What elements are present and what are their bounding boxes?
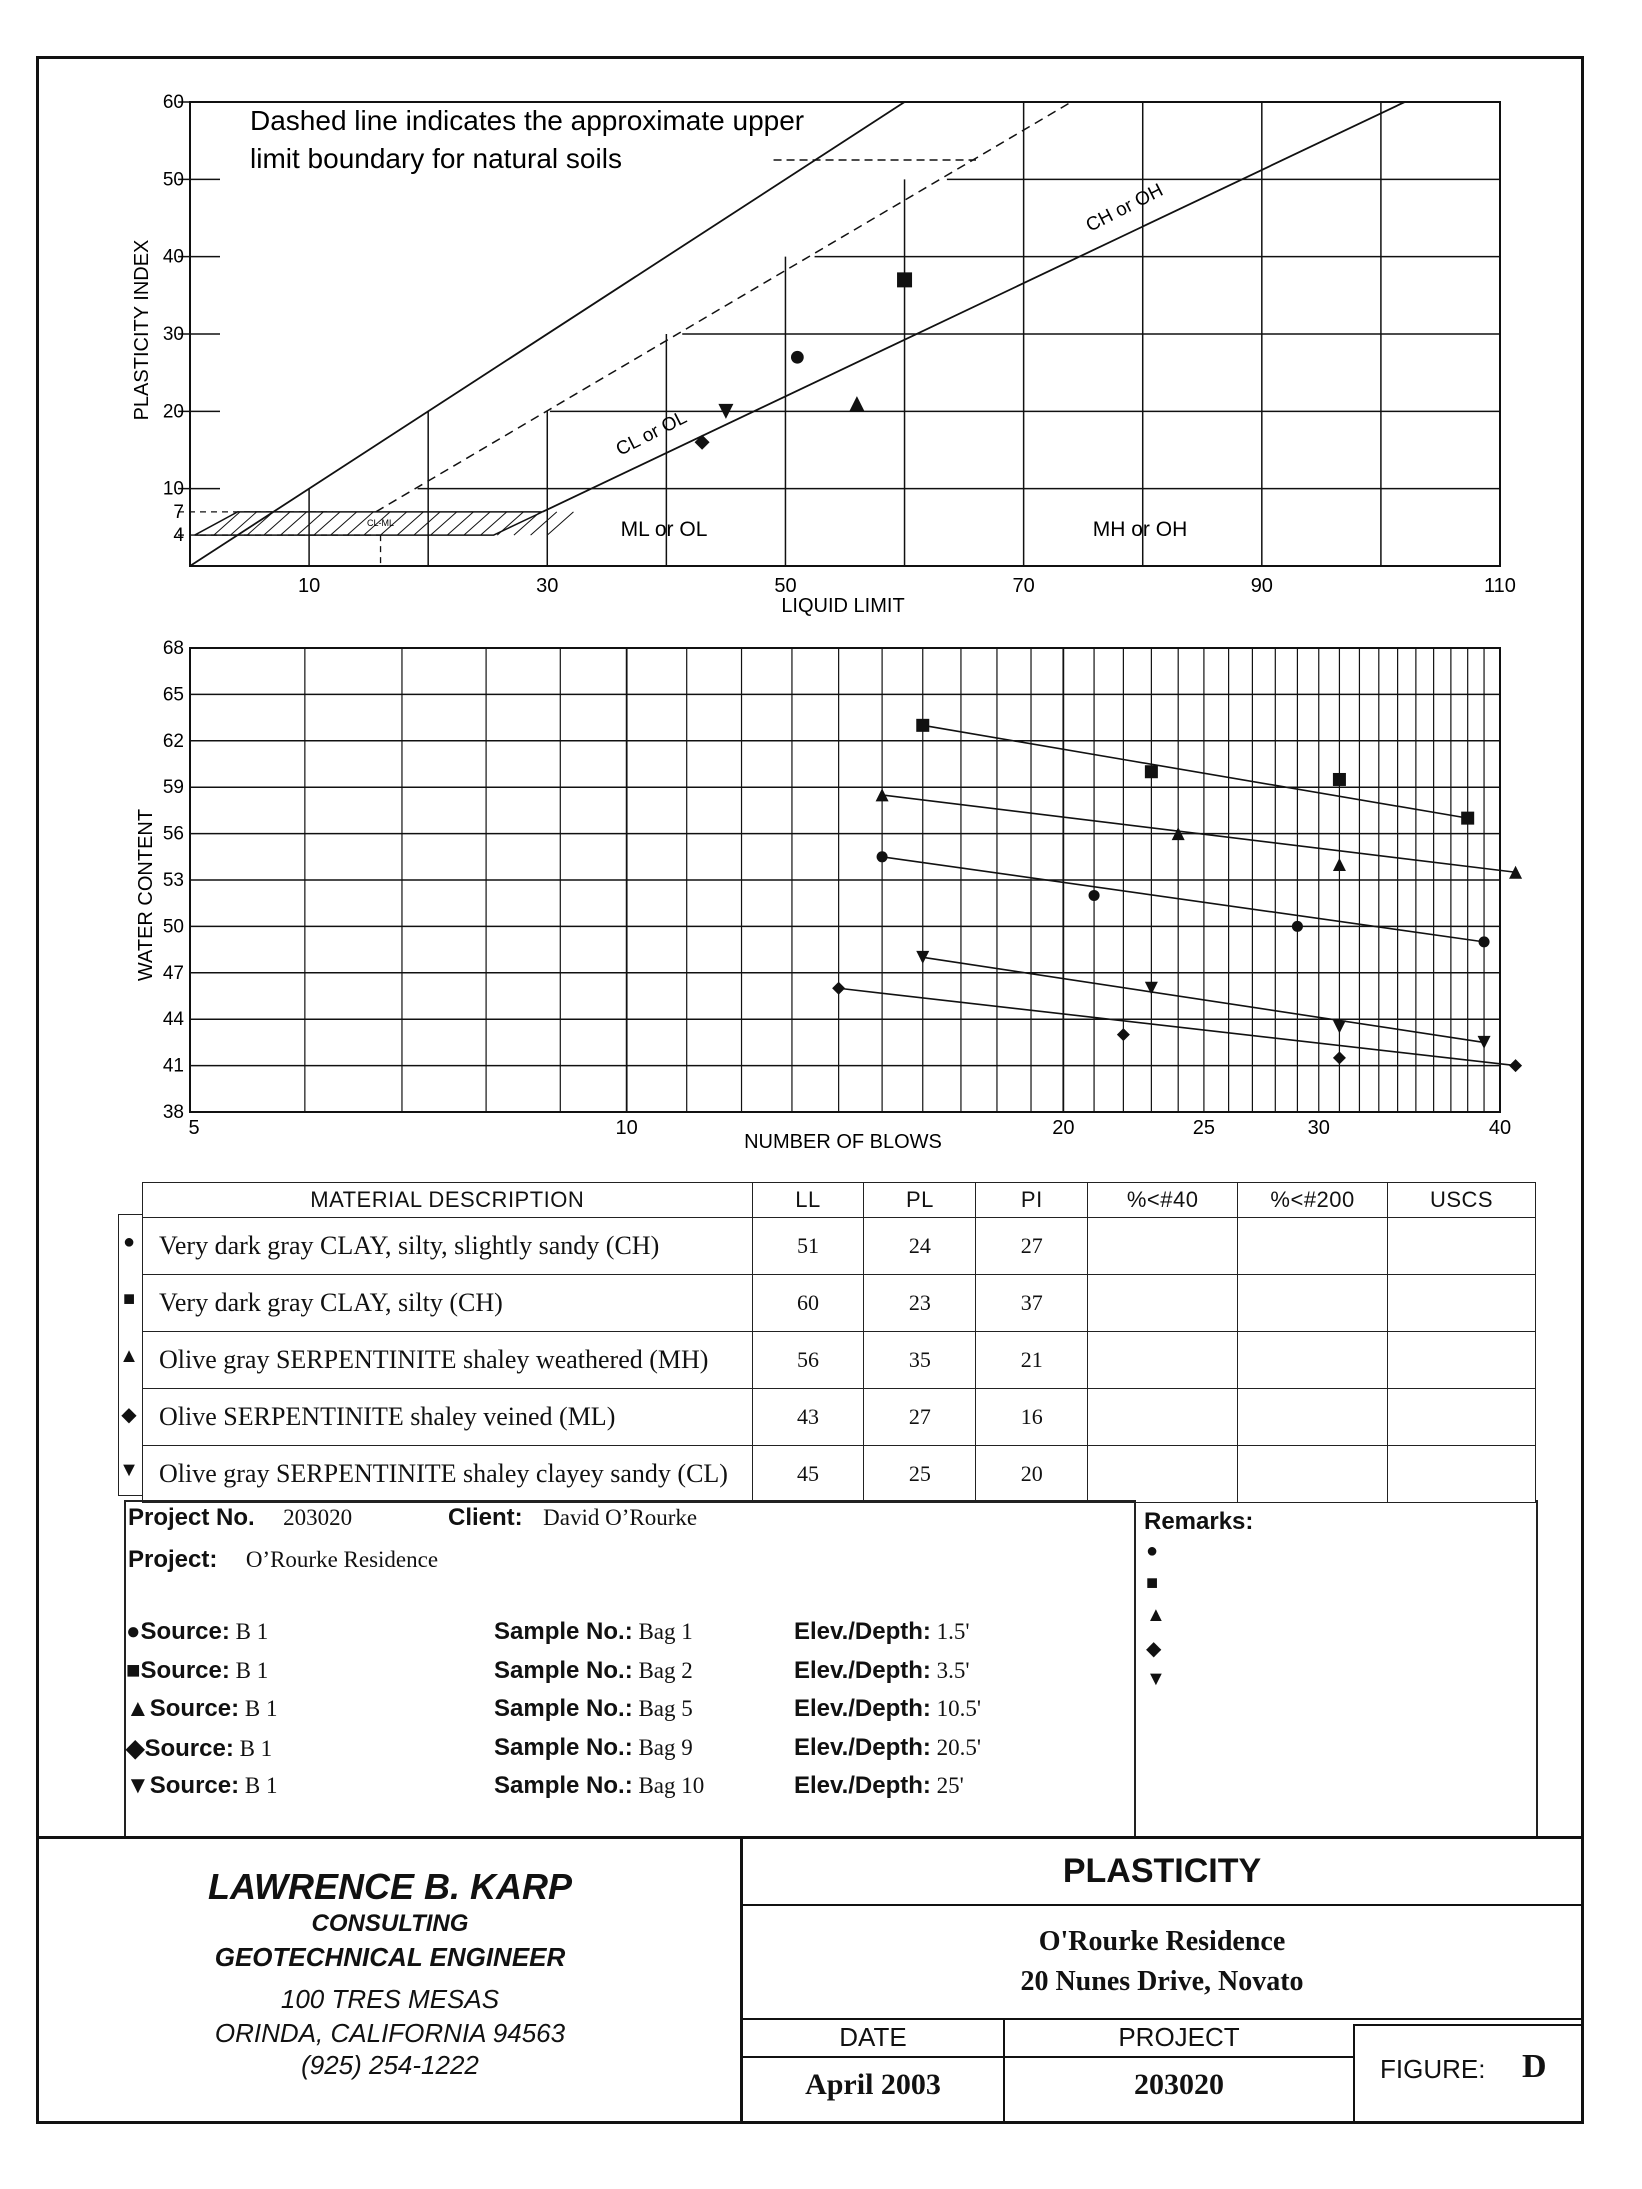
plasticity-point-square [897, 272, 912, 287]
row-symbol: ◆ [121, 1404, 137, 1426]
project-no-label: Project No. [128, 1504, 255, 1531]
flow-point-circle [1089, 890, 1100, 901]
title-divider [36, 1836, 1584, 1839]
flow-y-tick-label: 50 [162, 916, 184, 938]
cell-pl: 35 [864, 1332, 976, 1389]
material-table [119, 1182, 1536, 1503]
material-desc-text: Olive SERPENTINITE shaley veined (ML) [159, 1402, 616, 1431]
header-pi: PI [976, 1183, 1088, 1218]
water-content-chart [0, 620, 1642, 1180]
table-header-row [143, 1183, 1536, 1218]
cell-pl: 25 [864, 1446, 976, 1503]
cell-pi: 37 [976, 1275, 1088, 1332]
source-label: Source: [144, 1734, 234, 1762]
sample-row [794, 1618, 970, 1646]
date-label-line [743, 2056, 1355, 2058]
cell-pl: 24 [864, 1218, 976, 1275]
flow-x-tick-label: 30 [1307, 1117, 1330, 1139]
depth-value: 25' [930, 1773, 964, 1798]
client-value: David O’Rourke [543, 1505, 698, 1530]
flow-y-tick-label: 62 [162, 730, 184, 752]
flow-point-square [1461, 812, 1474, 825]
sample-no-label: Sample No.: [494, 1772, 633, 1799]
chart-annotation-line1: Dashed line indicates the approximate upper [250, 105, 805, 136]
y-tick-label: 4 [173, 525, 184, 547]
source-value: B 1 [229, 1619, 269, 1644]
company-address2: ORINDA, CALIFORNIA 94563 [214, 2018, 566, 2048]
remarks-symbol: ▼ [1146, 1668, 1166, 1690]
flow-line-diamond [839, 988, 1516, 1065]
row-symbol: ▲ [119, 1345, 139, 1367]
flow-point-square [1145, 765, 1158, 778]
y-tick-label: 50 [162, 169, 184, 191]
flow-x-tick-label: 5 [188, 1117, 200, 1139]
sample-row [794, 1734, 981, 1762]
cell-uscs [1388, 1389, 1536, 1446]
project-row [128, 1546, 438, 1574]
sample-no-value: Bag 1 [632, 1619, 693, 1644]
heading-underline [743, 1904, 1584, 1906]
figure-heading: PLASTICITY [1062, 1852, 1262, 1890]
sample-symbol: ◆ [126, 1734, 145, 1762]
table-row [143, 1389, 1536, 1446]
material-desc [119, 1446, 753, 1503]
material-desc-text: Very dark gray CLAY, silty, slightly sandy (CH) [159, 1231, 660, 1260]
header-pct40: %<#40 [1088, 1183, 1238, 1218]
flow-x-tick-label: 10 [615, 1117, 638, 1139]
material-desc [121, 1389, 753, 1446]
flow-line-circle [882, 857, 1484, 942]
flow-point-circle [1479, 936, 1490, 947]
flow-y-axis-label: WATER CONTENT [135, 808, 157, 982]
header-pl: PL [864, 1183, 976, 1218]
sample-symbol: ▲ [126, 1695, 150, 1722]
cell-uscs [1388, 1332, 1536, 1389]
flow-point-diamond [1117, 1028, 1130, 1041]
flow-tick-labels [163, 638, 1511, 1139]
sample-row [494, 1772, 704, 1800]
flow-x-tick-label: 25 [1192, 1117, 1216, 1139]
hatch-line [331, 512, 357, 535]
sample-row [126, 1734, 272, 1763]
flow-point-circle [1292, 921, 1303, 932]
company-line2: GEOTECHNICAL ENGINEER [214, 1942, 566, 1972]
cell-pct200 [1238, 1332, 1388, 1389]
flow-series-lines [839, 725, 1516, 1065]
project-label: Project: [128, 1546, 218, 1573]
a-line [543, 102, 1405, 512]
cell-pct200 [1238, 1275, 1388, 1332]
hatch-line [464, 512, 490, 535]
cell-pct40 [1088, 1218, 1238, 1275]
sample-row [494, 1618, 693, 1646]
y-tick-label: 7 [173, 501, 184, 523]
source-label: Source: [140, 1656, 230, 1684]
cell-ll: 45 [752, 1446, 864, 1503]
header-pct200: %<#200 [1238, 1183, 1388, 1218]
flow-point-square [916, 719, 929, 732]
row-symbol: ■ [122, 1288, 136, 1310]
flow-line-square [923, 725, 1468, 818]
figure-value: D [1522, 2048, 1547, 2085]
row-symbol: ▼ [119, 1459, 139, 1481]
client-label: Client: [448, 1504, 523, 1531]
source-value: B 1 [239, 1696, 278, 1721]
flow-grid [190, 648, 1500, 1112]
table-row [143, 1332, 1536, 1389]
depth-label: Elev./Depth: [794, 1733, 931, 1761]
source-label: Source: [140, 1618, 230, 1645]
zone-label-mh-oh: MH or OH [1092, 518, 1188, 541]
flow-y-tick-label: 56 [162, 823, 184, 845]
hatch-line [547, 512, 573, 535]
hatch-line [431, 512, 457, 535]
project-no-value: 203020 [283, 1505, 353, 1530]
depth-label: Elev./Depth: [794, 1618, 931, 1645]
sample-row [126, 1657, 268, 1685]
sample-no-label: Sample No.: [494, 1656, 633, 1684]
cell-pct40 [1088, 1275, 1238, 1332]
cell-pi: 27 [976, 1218, 1088, 1275]
flow-y-tick-label: 53 [162, 870, 184, 891]
sample-no-value: Bag 10 [632, 1773, 705, 1798]
figure-label: FIGURE: [1380, 2054, 1486, 2084]
company-line1: CONSULTING [311, 1910, 469, 1937]
x-tick-label: 50 [774, 575, 797, 597]
sample-symbol: ■ [126, 1656, 141, 1684]
cell-pct200 [1238, 1218, 1388, 1275]
zone-label-ch-oh: CH or OH [1082, 179, 1167, 237]
x-tick-label: 110 [1484, 575, 1516, 597]
cell-pl: 23 [864, 1275, 976, 1332]
sample-no-value: Bag 9 [632, 1734, 693, 1760]
sample-row [794, 1772, 964, 1800]
x-tick-label: 10 [297, 575, 321, 597]
cell-pct200 [1238, 1389, 1388, 1446]
date-label: DATE [839, 2022, 907, 2052]
header-ll: LL [752, 1183, 864, 1218]
sample-row [494, 1695, 693, 1723]
material-desc [122, 1218, 753, 1275]
flow-point-triangle-up [1333, 858, 1346, 871]
depth-label: Elev./Depth: [794, 1656, 931, 1684]
material-desc [122, 1275, 753, 1332]
cell-pct40 [1088, 1389, 1238, 1446]
project-label-tb: PROJECT [1118, 2022, 1240, 2052]
hatch-line [481, 512, 507, 535]
header-uscs: USCS [1388, 1183, 1536, 1218]
date-row-line [743, 2018, 1584, 2020]
cell-ll: 56 [752, 1332, 864, 1389]
cell-pct40 [1088, 1332, 1238, 1389]
source-value: B 1 [239, 1773, 278, 1798]
sample-no-label: Sample No.: [494, 1618, 633, 1645]
sample-row [126, 1618, 268, 1646]
project-value: O’Rourke Residence [245, 1547, 439, 1572]
header-material: MATERIAL DESCRIPTION [143, 1183, 753, 1218]
title-project-name: O'Rourke Residence [1038, 1926, 1286, 1957]
remarks-symbol: ▲ [1146, 1604, 1166, 1626]
sample-no-value: Bag 2 [632, 1657, 693, 1683]
flow-x-tick-label: 20 [1052, 1117, 1075, 1139]
flow-y-tick-label: 68 [162, 638, 184, 659]
table-row [143, 1446, 1536, 1503]
y-tick-label: 40 [162, 246, 184, 268]
date-value: April 2003 [805, 2068, 941, 2101]
flow-y-tick-label: 44 [162, 1009, 184, 1031]
x-tick-label: 70 [1012, 575, 1035, 597]
row-symbol: ● [122, 1231, 136, 1253]
sample-row [126, 1772, 277, 1800]
hatch-line [314, 512, 340, 535]
cell-uscs [1388, 1446, 1536, 1503]
cell-ll: 51 [752, 1218, 864, 1275]
company-phone: (925) 254-1222 [301, 2050, 479, 2080]
cell-pi: 20 [976, 1446, 1088, 1503]
cell-pct40 [1088, 1446, 1238, 1503]
cell-pl: 27 [864, 1389, 976, 1446]
zone-label-ml-ol: ML or OL [620, 518, 708, 541]
table-row [143, 1218, 1536, 1275]
company-name: LAWRENCE B. KARP [207, 1866, 572, 1907]
flow-point-diamond [1509, 1059, 1522, 1072]
y-axis-label: PLASTICITY INDEX [131, 239, 153, 421]
x-axis-label: LIQUID LIMIT [781, 595, 905, 617]
material-desc-text: Olive gray SERPENTINITE shaley weathered (MH) [159, 1345, 709, 1374]
depth-value: 10.5' [930, 1696, 982, 1721]
hatch-line [447, 512, 473, 535]
cell-pi: 16 [976, 1389, 1088, 1446]
material-desc [119, 1332, 753, 1389]
cell-uscs [1388, 1218, 1536, 1275]
hatch-line [414, 512, 440, 535]
cell-ll: 60 [752, 1275, 864, 1332]
sample-symbol: ▼ [126, 1772, 150, 1799]
plasticity-point-triangle-up [849, 396, 864, 411]
cell-ll: 43 [752, 1389, 864, 1446]
depth-label: Elev./Depth: [794, 1772, 931, 1799]
remarks-symbol: ● [1146, 1540, 1159, 1562]
sample-no-value: Bag 5 [632, 1696, 693, 1721]
cell-pct200 [1238, 1446, 1388, 1503]
flow-point-square [1333, 773, 1346, 786]
y-tick-label: 60 [162, 92, 184, 113]
flow-x-axis-label: NUMBER OF BLOWS [744, 1131, 942, 1153]
sample-symbol: ● [126, 1618, 141, 1645]
hatch-line [297, 512, 323, 535]
flow-x-tick-label: 40 [1488, 1117, 1512, 1139]
remarks-label: Remarks: [1144, 1508, 1254, 1535]
depth-value: 1.5' [930, 1619, 970, 1644]
depth-value: 3.5' [930, 1657, 970, 1683]
project-no-row [128, 1504, 352, 1532]
y-tick-label: 30 [162, 324, 184, 345]
flow-point-diamond [832, 982, 845, 995]
zone-label-cl-ml: CL-ML [367, 517, 395, 528]
flow-y-tick-label: 47 [162, 962, 184, 984]
flow-point-circle [877, 851, 888, 862]
source-label: Source: [149, 1772, 240, 1799]
material-desc-text: Olive gray SERPENTINITE shaley clayey sandy (CL) [159, 1459, 728, 1488]
project-value-tb: 203020 [1134, 2068, 1224, 2101]
cell-uscs [1388, 1275, 1536, 1332]
remarks-box [1140, 1500, 1538, 1838]
sample-row [794, 1695, 981, 1723]
sample-row [126, 1695, 277, 1723]
y-tick-label: 10 [162, 478, 184, 500]
flow-y-tick-label: 65 [162, 684, 184, 706]
depth-value: 20.5' [930, 1734, 982, 1760]
remarks-symbol: ◆ [1146, 1638, 1162, 1660]
source-value: B 1 [233, 1735, 273, 1761]
remarks-symbol: ■ [1146, 1572, 1159, 1594]
sample-row [494, 1657, 693, 1685]
flow-y-tick-label: 59 [162, 777, 184, 799]
company-address1: 100 TRES MESAS [280, 1984, 500, 2014]
hatch-line [397, 512, 423, 535]
sample-row [794, 1657, 970, 1685]
chart-annotation-line2: limit boundary for natural soils [250, 143, 622, 174]
table-row [143, 1275, 1536, 1332]
flow-point-diamond [1333, 1051, 1346, 1064]
symbol-column [118, 1214, 142, 1496]
plasticity-point-diamond [695, 435, 710, 450]
material-desc-text: Very dark gray CLAY, silty (CH) [159, 1288, 503, 1317]
sample-no-label: Sample No.: [494, 1695, 633, 1722]
x-tick-label: 30 [536, 575, 559, 597]
figure-top-line [1353, 2024, 1584, 2026]
flow-point-triangle-down [1333, 1020, 1346, 1033]
source-label: Source: [149, 1695, 240, 1722]
sample-no-label: Sample No.: [494, 1733, 633, 1761]
y-tick-label: 20 [162, 401, 184, 423]
flow-y-tick-label: 38 [162, 1102, 184, 1123]
hatch-line [281, 512, 307, 535]
sample-row [494, 1734, 693, 1762]
client-row [448, 1504, 697, 1532]
flow-y-tick-label: 41 [162, 1055, 184, 1077]
plasticity-point-circle [791, 351, 804, 364]
depth-label: Elev./Depth: [794, 1695, 931, 1722]
source-value: B 1 [229, 1657, 269, 1683]
title-project-address: 20 Nunes Drive, Novato [1020, 1966, 1304, 1997]
zone-label-cl-ol: CL or OL [612, 407, 691, 461]
project-figure-divider [1353, 2024, 1355, 2124]
cell-pi: 21 [976, 1332, 1088, 1389]
x-tick-label: 90 [1250, 575, 1273, 597]
